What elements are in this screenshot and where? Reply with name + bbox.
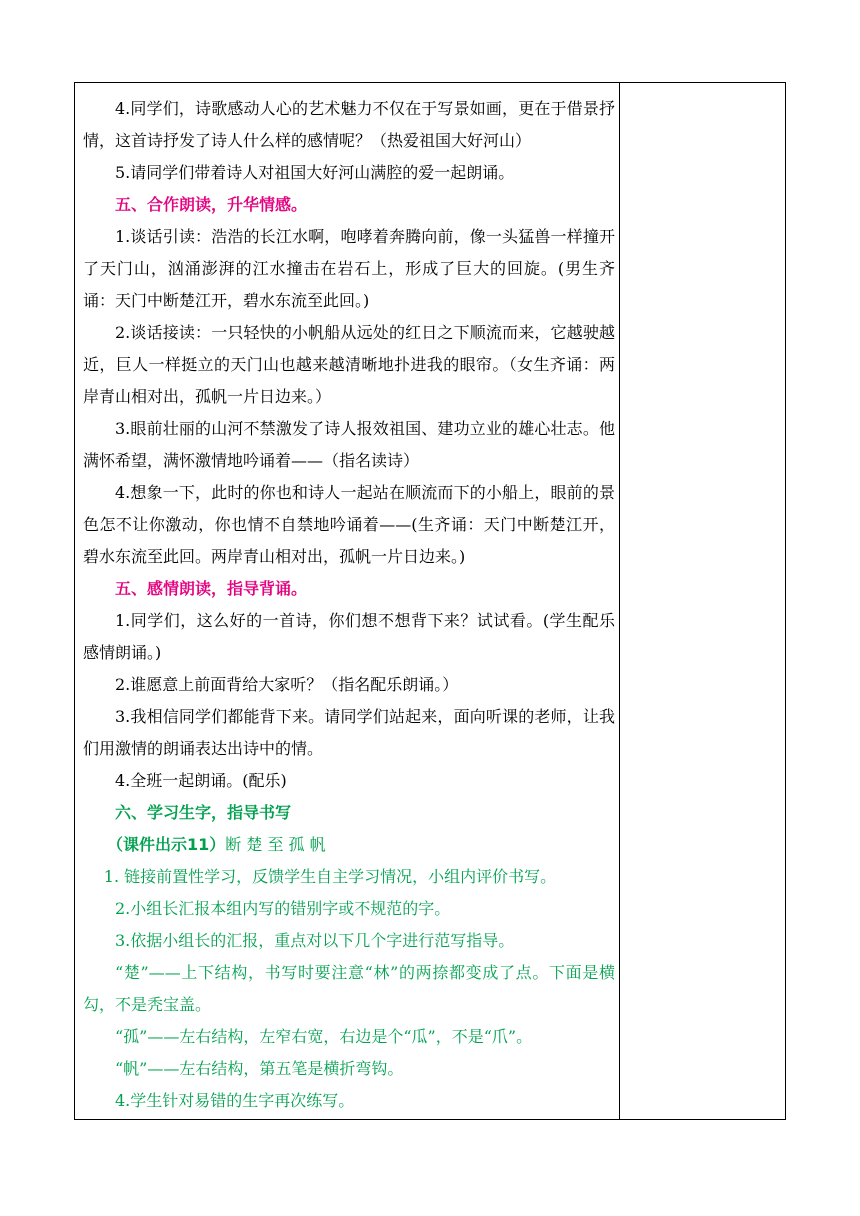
courseware-label: （课件出示11） (107, 835, 226, 854)
section-heading: 五、合作朗读，升华情感。 (115, 195, 308, 214)
paragraph: 1.谈话引读：浩浩的长江水啊，咆哮着奔腾向前，像一头猛兽一样撞开了天门山，汹涌澎湃的江水撞击在岩石上，形成了巨大的回旋。(男生齐诵：天门中断楚江开，碧水东流至此回。) (83, 227, 615, 310)
paragraph: “孤”——左右结构，左窄右宽，右边是个“瓜”，不是“爪”。 (115, 1027, 533, 1046)
paragraph: 4.同学们，诗歌感动人心的艺术魅力不仅在于写景如画，更在于借景抒情，这首诗抒发了诗人什么样的感情呢？（热爱祖国大好河山） (83, 99, 615, 150)
paragraph: “帆”——左右结构，第五笔是横折弯钩。 (115, 1059, 404, 1078)
paragraph: 4.学生针对易错的生字再次练写。 (115, 1091, 355, 1110)
lesson-table (74, 82, 786, 1120)
paragraph: 4.想象一下，此时的你也和诗人一起站在顺流而下的小船上，眼前的景色怎不让你激动，你也情不自禁地吟诵着——(生齐诵：天门中断楚江开，碧水东流至此回。两岸青山相对出，孤帆一片日边来。) (83, 483, 615, 566)
paragraph: 2.谁愿意上前面背给大家听？（指名配乐朗诵。） (115, 675, 459, 694)
paragraph: 3.依据小组长的汇报，重点对以下几个字进行范写指导。 (115, 931, 515, 950)
paragraph: 3.我相信同学们都能背下来。请同学们站起来，面向听课的老师，让我们用激情的朗诵表达出诗中的情。 (83, 707, 615, 758)
courseware-line (83, 829, 615, 861)
lesson-content-cell (83, 93, 615, 1117)
paragraph: 1. 链接前置性学习，反馈学生自主学习情况，小组内评价书写。 (103, 867, 557, 886)
paragraph: 1.同学们，这么好的一首诗，你们想不想背下来？试试看。(学生配乐感情朗诵。) (83, 611, 615, 662)
paragraph: 4.全班一起朗诵。(配乐) (115, 771, 287, 790)
section-heading: 五、感情朗读，指导背诵。 (115, 579, 308, 598)
courseware-chars: 断 楚 至 孤 帆 (225, 835, 326, 854)
section-heading: 六、学习生字，指导书写 (115, 803, 292, 822)
column-divider (619, 83, 620, 1119)
paragraph: 2.小组长汇报本组内写的错别字或不规范的字。 (115, 899, 451, 918)
paragraph: 5.请同学们带着诗人对祖国大好河山满腔的爱一起朗诵。 (115, 163, 515, 182)
paragraph: “楚”——上下结构，书写时要注意“林”的两捺都变成了点。下面是横勾，不是秃宝盖。 (83, 963, 615, 1014)
paragraph: 3.眼前壮丽的山河不禁激发了诗人报效祖国、建功立业的雄心壮志。他满怀希望，满怀激情地吟诵着——（指名读诗） (83, 419, 615, 470)
paragraph: 2.谈话接读：一只轻快的小帆船从远处的红日之下顺流而来，它越驶越近，巨人一样挺立的天门山也越来越清晰地扑进我的眼帘。（女生齐诵：两岸青山相对出，孤帆一片日边来。） (83, 323, 615, 406)
